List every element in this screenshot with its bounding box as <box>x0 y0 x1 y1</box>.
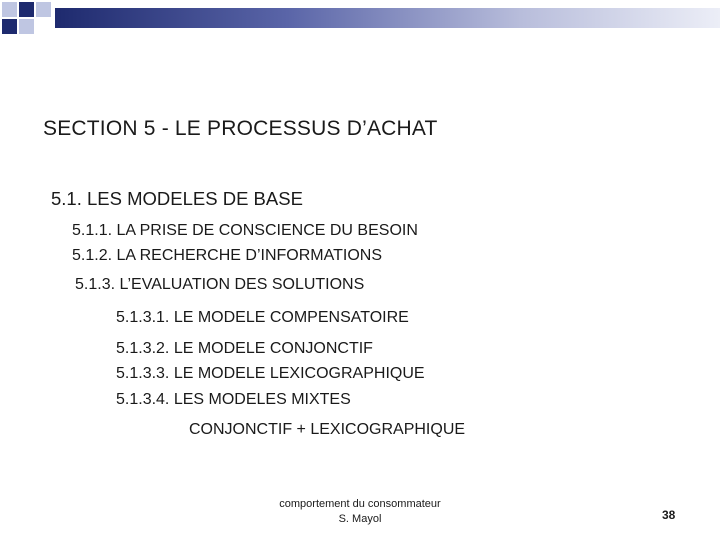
outline-item: CONJONCTIF + LEXICOGRAPHIQUE <box>189 421 466 438</box>
outline-item: 5.1.2. LA RECHERCHE D’INFORMATIONS <box>72 247 382 264</box>
header-gradient-bar <box>55 8 720 28</box>
deco-square <box>19 19 34 34</box>
slide-title: SECTION 5 - LE PROCESSUS D’ACHAT <box>43 117 438 140</box>
outline-item: 5.1. LES MODELES DE BASE <box>51 188 303 209</box>
deco-square <box>36 19 51 34</box>
deco-square <box>19 2 34 17</box>
deco-square <box>36 2 51 17</box>
outline-item: 5.1.3.3. LE MODELE LEXICOGRAPHIQUE <box>116 365 425 382</box>
slide-footer <box>250 497 470 527</box>
header-decoration <box>0 0 720 40</box>
footer-course: comportement du consommateur <box>279 498 441 510</box>
outline-item: 5.1.3.2. LE MODELE CONJONCTIF <box>116 340 373 357</box>
deco-square <box>2 19 17 34</box>
deco-square <box>2 2 17 17</box>
outline-item: 5.1.3.4. LES MODELES MIXTES <box>116 391 351 408</box>
page-number: 38 <box>662 508 676 522</box>
outline-item: 5.1.1. LA PRISE DE CONSCIENCE DU BESOIN <box>72 222 418 239</box>
footer-author: S. Mayol <box>338 513 382 525</box>
outline-item: 5.1.3.1. LE MODELE COMPENSATOIRE <box>116 309 409 326</box>
outline-item: 5.1.3. L’EVALUATION DES SOLUTIONS <box>75 276 365 293</box>
